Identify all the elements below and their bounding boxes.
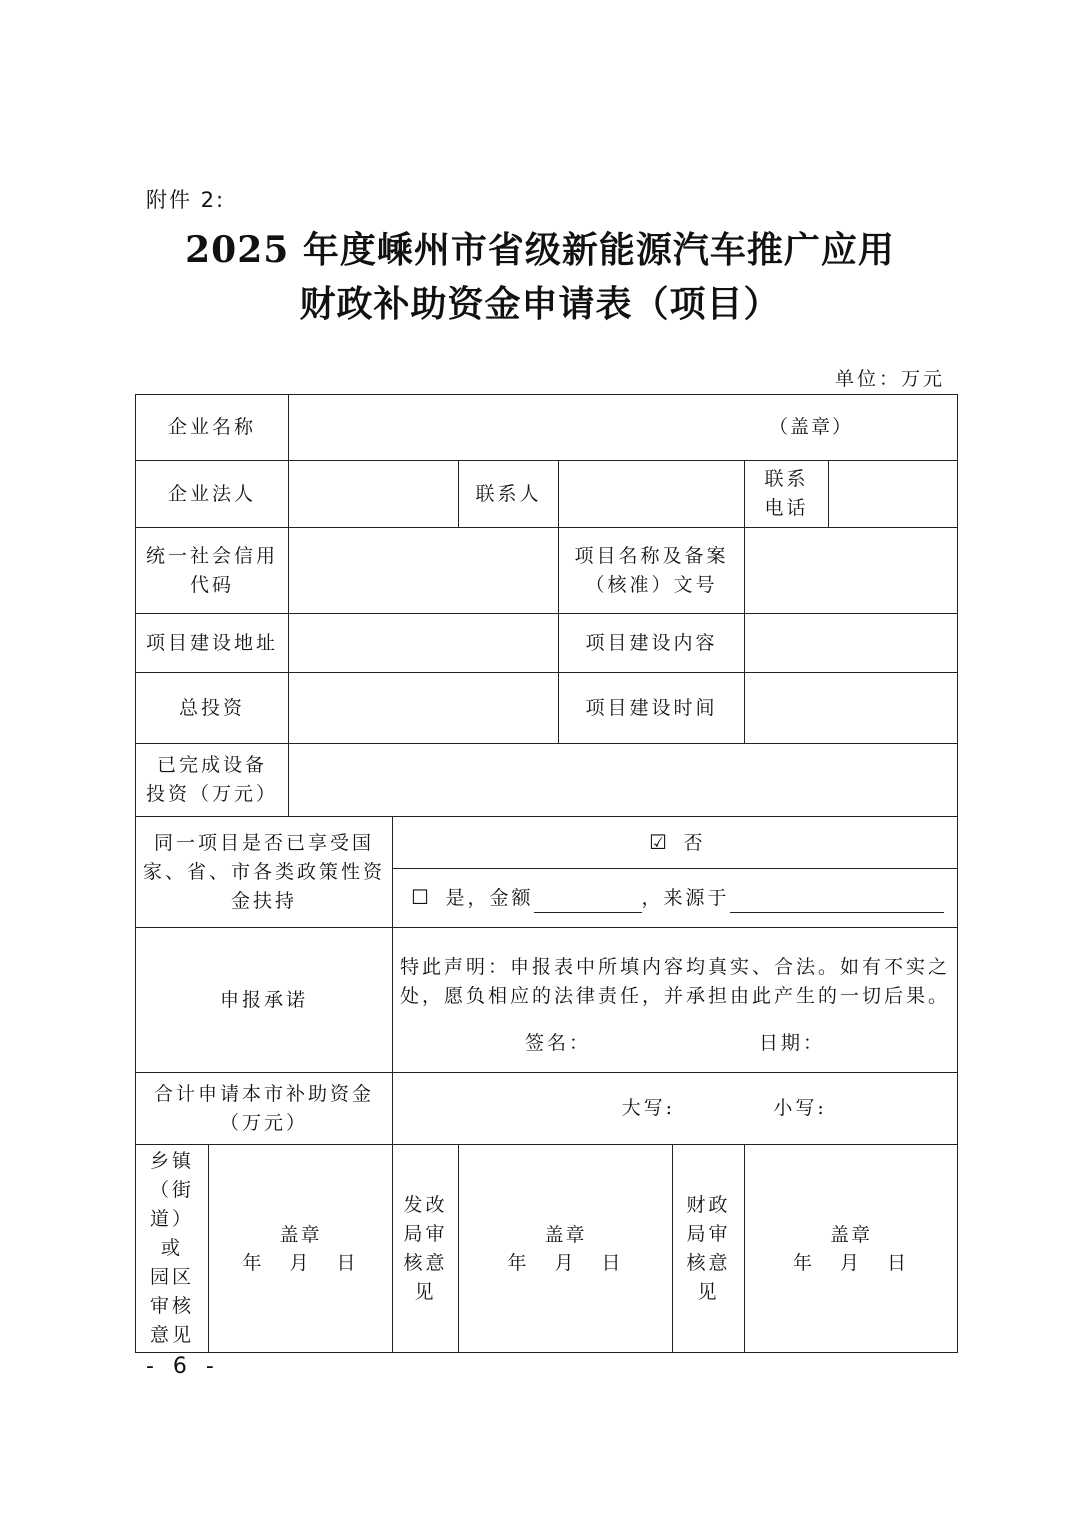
lower-label: 小写: — [773, 1097, 827, 1119]
option-yes-amount-label: 是，金额 — [445, 887, 534, 909]
promise-text: 特此声明：申报表中所填内容均真实、合法。如有不实之处，愿负相应的法律责任，并承担由此产生的一切后果。 — [400, 955, 951, 1007]
completed-invest-field[interactable] — [289, 744, 958, 817]
dev-stamp: 盖章 — [544, 1223, 587, 1246]
company-name-label: 企业名称 — [136, 395, 289, 461]
total-apply-label: 合计申请本市补助资金 （万元） — [136, 1073, 393, 1145]
content-label: 项目建设内容 — [559, 614, 745, 673]
amount-blank[interactable] — [534, 892, 642, 913]
unchecked-box-icon[interactable]: ☐ — [411, 885, 432, 909]
contact-field[interactable] — [559, 461, 745, 528]
checked-box-icon[interactable]: ☑ — [649, 829, 670, 854]
option-yes[interactable] — [393, 869, 958, 928]
phone-field[interactable] — [829, 461, 958, 528]
fin-date: 年 月 日 — [792, 1251, 910, 1274]
document-title-line1: 2025 年度嵊州市省级新能源汽车推广应用 — [185, 229, 895, 271]
legal-person-field[interactable] — [289, 461, 459, 528]
application-form-table — [135, 394, 958, 1353]
fin-review-field[interactable] — [745, 1145, 958, 1353]
page-number: - 6 - — [146, 1354, 220, 1379]
address-field[interactable] — [289, 614, 559, 673]
source-blank[interactable] — [730, 892, 944, 913]
phone-label: 联系 电话 — [745, 461, 829, 528]
fin-review-label: 财政 局审 核意 见 — [673, 1145, 745, 1353]
option-no-label: 否 — [683, 831, 706, 854]
town-review-label: 乡镇 （街 道）或 园区 审核 意见 — [136, 1145, 209, 1353]
sign-label[interactable]: 签名： — [525, 1031, 592, 1054]
credit-code-label: 统一社会信用 代码 — [136, 528, 289, 614]
dev-review-field[interactable] — [459, 1145, 673, 1353]
town-stamp: 盖章 — [279, 1223, 322, 1246]
dev-date: 年 月 日 — [507, 1251, 624, 1274]
company-name-field[interactable] — [289, 395, 958, 461]
seal-note: （盖章） — [769, 416, 854, 438]
contact-label: 联系人 — [459, 461, 559, 528]
legal-person-label: 企业法人 — [136, 461, 289, 528]
attachment-label: 附件 2: — [146, 188, 226, 212]
upper-label: 大写: — [621, 1097, 676, 1119]
support-label: 同一项目是否已享受国家、省、市各类政策性资金扶持 — [136, 817, 393, 928]
total-invest-field[interactable] — [289, 673, 559, 744]
option-no[interactable] — [393, 817, 958, 869]
town-review-field[interactable] — [209, 1145, 393, 1353]
town-date: 年 月 日 — [242, 1251, 359, 1274]
project-name-field[interactable] — [745, 528, 958, 614]
promise-cell — [393, 928, 958, 1073]
project-name-label: 项目名称及备案 （核准）文号 — [559, 528, 745, 614]
time-field[interactable] — [745, 673, 958, 744]
promise-label: 申报承诺 — [136, 928, 393, 1073]
date-label[interactable]: 日期： — [759, 1031, 826, 1054]
time-label: 项目建设时间 — [559, 673, 745, 744]
completed-invest-label: 已完成设备 投资（万元） — [136, 744, 289, 817]
content-field[interactable] — [745, 614, 958, 673]
unit-label: 单位：万元 — [834, 368, 945, 390]
credit-code-field[interactable] — [289, 528, 559, 614]
option-yes-source-label: ，来源于 — [641, 887, 730, 909]
total-apply-field[interactable] — [393, 1073, 958, 1145]
address-label: 项目建设地址 — [136, 614, 289, 673]
dev-review-label: 发改 局审 核意 见 — [393, 1145, 459, 1353]
fin-stamp: 盖章 — [830, 1223, 873, 1246]
document-title-line2: 财政补助资金申请表（项目） — [299, 283, 781, 325]
total-invest-label: 总投资 — [136, 673, 289, 744]
